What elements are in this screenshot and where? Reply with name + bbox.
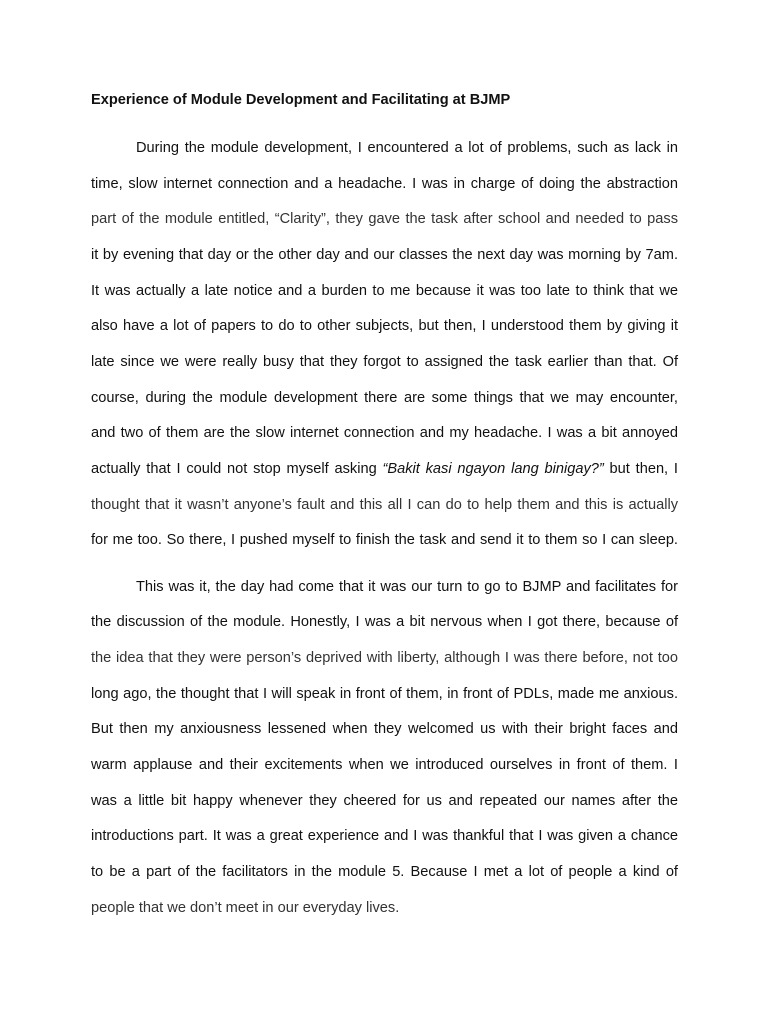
paragraph1-line: it by evening that day or the other day and our classes the next day was morning by 7am. bbox=[91, 247, 678, 263]
paragraph1-line: course, during the module development there are some things that we may encounter, bbox=[91, 390, 678, 406]
paragraph2-line: the idea that they were person’s deprived with liberty, although I was there before, not too bbox=[91, 650, 678, 666]
paragraph2-line: the discussion of the module. Honestly, I was a bit nervous when I got there, because of bbox=[91, 614, 678, 630]
paragraph1-line: time, slow internet connection and a headache. I was in charge of doing the abstraction bbox=[91, 176, 678, 192]
tagalog-quote: “Bakit kasi ngayon lang binigay?” bbox=[382, 461, 604, 477]
paragraph1-line: During the module development, I encountered a lot of problems, such as lack in bbox=[136, 140, 678, 156]
paragraph1-line: part of the module entitled, “Clarity”, they gave the task after school and needed to pass bbox=[91, 211, 678, 227]
paragraph2-line: But then my anxiousness lessened when they welcomed us with their bright faces and bbox=[91, 721, 678, 737]
paragraph2-line: people that we don’t meet in our everyday lives. bbox=[91, 900, 400, 916]
paragraph1-line: thought that it wasn’t anyone’s fault and this all I can do to help them and this is actually bbox=[91, 497, 678, 513]
paragraph1-line: and two of them are the slow internet connection and my headache. I was a bit annoyed bbox=[91, 425, 678, 441]
paragraph1-line: also have a lot of papers to do to other subjects, but then, I understood them by giving it bbox=[91, 318, 678, 334]
document-title: Experience of Module Development and Facilitating at BJMP bbox=[91, 92, 511, 108]
paragraph2-line: This was it, the day had come that it was our turn to go to BJMP and facilitates for bbox=[136, 579, 678, 595]
paragraph1-line-with-quote bbox=[91, 460, 678, 478]
paragraph1-line: for me too. So there, I pushed myself to finish the task and send it to them so I can sleep. bbox=[91, 532, 678, 548]
paragraph2-line: introductions part. It was a great experience and I was thankful that I was given a chance bbox=[91, 828, 678, 844]
paragraph1-line: It was actually a late notice and a burden to me because it was too late to think that we bbox=[91, 283, 678, 299]
paragraph2-line: warm applause and their excitements when we introduced ourselves in front of them. I bbox=[91, 757, 678, 773]
paragraph1-line: late since we were really busy that they forgot to assigned the task earlier than that. Of bbox=[91, 354, 678, 370]
line-text: actually that I could not stop myself asking bbox=[91, 461, 383, 477]
paragraph2-line: long ago, the thought that I will speak in front of them, in front of PDLs, made me anxious. bbox=[91, 686, 678, 702]
paragraph2-line: was a little bit happy whenever they cheered for us and repeated our names after the bbox=[91, 793, 678, 809]
line-text: but then, I bbox=[603, 461, 678, 477]
paragraph2-line: to be a part of the facilitators in the module 5. Because I met a lot of people a kind of bbox=[91, 864, 678, 880]
